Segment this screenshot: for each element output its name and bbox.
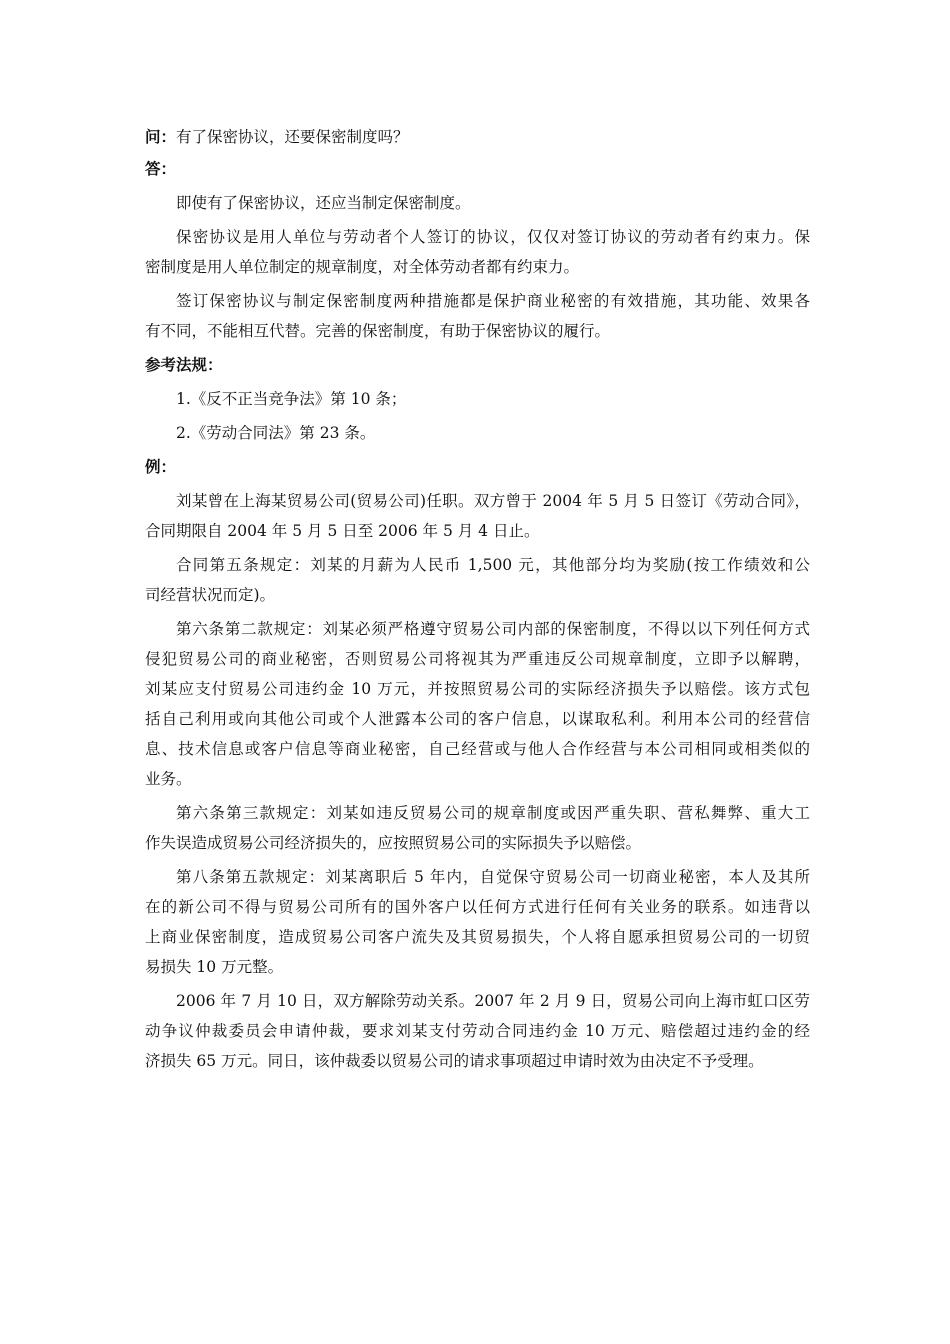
paragraph-line: 保密协议是用人单位与劳动者个人签订的协议，仅仅对签订协议的劳动者有约束力。保: [176, 228, 810, 246]
example-paragraph-2: [145, 550, 810, 610]
reference-item: [145, 384, 810, 414]
answer-paragraph-1: [145, 188, 810, 218]
paragraph-line: 刘某曾在上海某贸易公司(贸易公司)任职。双方曾于 2004 年 5 月 5 日签订《劳动合同》，: [176, 492, 810, 510]
paragraph-line: 第六条第二款规定：刘某必须严格遵守贸易公司内部的保密制度，不得以以下列任何方式: [176, 620, 810, 638]
paragraph-line: 签订保密协议与制定保密制度两种措施都是保护商业秘密的有效措施，其功能、效果各: [176, 292, 810, 310]
example-paragraph-3: [145, 614, 810, 794]
question-label: 问：: [145, 127, 177, 146]
references-heading: 参考法规：: [145, 355, 223, 374]
example-paragraph-5: [145, 862, 810, 982]
example-section: [145, 486, 810, 1076]
paragraph-line: 合同第五条规定：刘某的月薪为人民币 1,500 元，其他部分均为奖励(按工作绩效和公: [176, 556, 810, 574]
paragraph-line: 侵犯贸易公司的商业秘密，否则贸易公司将视其为严重违反公司规章制度，立即予以解聘，: [145, 650, 810, 668]
question-line: [145, 122, 810, 152]
paragraph-line: 司经营状况而定)。: [145, 586, 276, 604]
question-text: 有了保密协议，还要保密制度吗？: [176, 128, 409, 146]
reference-text: 2.《劳动合同法》第 23 条。: [176, 424, 376, 442]
paragraph-line: 括自己利用或向其他公司或个人泄露本公司的客户信息，以谋取私利。利用本公司的经营信: [145, 710, 810, 728]
paragraph-line: 2006 年 7 月 10 日，双方解除劳动关系。2007 年 2 月 9 日，贸易公司向上海市虹口区劳: [176, 992, 810, 1010]
document-page: [145, 120, 810, 1080]
answer-heading: 答：: [145, 159, 177, 178]
answer-section: [145, 188, 810, 346]
paragraph-line: 第八条第五款规定：刘某离职后 5 年内，自觉保守贸易公司一切商业秘密，本人及其所: [176, 868, 810, 886]
paragraph-line: 有不同，不能相互代替。完善的保密制度，有助于保密协议的履行。: [145, 322, 611, 340]
example-paragraph-4: [145, 798, 810, 858]
paragraph-line: 上商业保密制度，造成贸易公司客户流失及其贸易损失，个人将自愿承担贸易公司的一切贸: [145, 928, 810, 946]
paragraph-line: 在的新公司不得与贸易公司所有的国外客户以任何方式进行任何有关业务的联系。如违背以: [145, 898, 810, 916]
paragraph-line: 息、技术信息或客户信息等商业秘密，自己经营或与他人合作经营与本公司相同或相类似的: [145, 740, 810, 758]
reference-item: [145, 418, 810, 448]
paragraph-line: 动争议仲裁委员会申请仲裁，要求刘某支付劳动合同违约金 10 万元、赔偿超过违约金的经: [145, 1022, 810, 1040]
example-paragraph-6: [145, 986, 810, 1076]
paragraph-line: 济损失 65 万元。同日，该仲裁委以贸易公司的请求事项超过申请时效为由决定不予受理。: [145, 1052, 764, 1070]
paragraph-line: 业务。: [145, 770, 192, 788]
paragraph-line: 易损失 10 万元整。: [145, 958, 284, 976]
paragraph-line: 作失误造成贸易公司经济损失的，应按照贸易公司的实际损失予以赔偿。: [145, 834, 642, 852]
reference-text: 1.《反不正当竞争法》第 10 条；: [176, 390, 407, 408]
example-heading: 例：: [145, 457, 177, 476]
answer-paragraph-2: [145, 222, 810, 282]
paragraph-line: 即使有了保密协议，还应当制定保密制度。: [176, 194, 471, 212]
example-paragraph-1: [145, 486, 810, 546]
paragraph-line: 合同期限自 2004 年 5 月 5 日至 2006 年 5 月 4 日止。: [145, 522, 540, 540]
answer-paragraph-3: [145, 286, 810, 346]
paragraph-line: 密制度是用人单位制定的规章制度，对全体劳动者都有约束力。: [145, 258, 580, 276]
paragraph-line: 刘某应支付贸易公司违约金 10 万元，并按照贸易公司的实际经济损失予以赔偿。该方式包: [145, 680, 810, 698]
paragraph-line: 第六条第三款规定：刘某如违反贸易公司的规章制度或因严重失职、营私舞弊、重大工: [176, 804, 810, 822]
references-list: [145, 384, 810, 448]
